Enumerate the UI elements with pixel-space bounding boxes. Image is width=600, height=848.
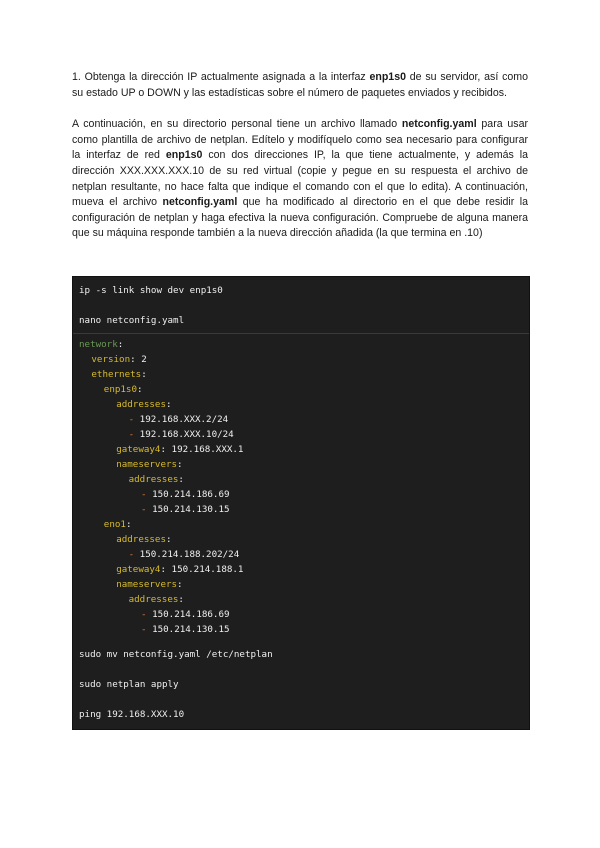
yaml-colon: :	[177, 579, 183, 590]
yaml-value: 150.214.186.69	[152, 609, 230, 620]
yaml-key: gateway4	[116, 564, 161, 575]
command-line: ip -s link show dev enp1s0	[79, 285, 223, 296]
yaml-line	[129, 549, 240, 560]
yaml-colon: :	[125, 519, 132, 530]
yaml-dash: -	[128, 414, 140, 425]
yaml-line	[116, 444, 243, 455]
yaml-key: nameservers	[116, 579, 178, 590]
paragraph-2	[72, 117, 528, 242]
yaml-dash: -	[141, 609, 153, 620]
yaml-key: nameservers	[116, 459, 178, 470]
yaml-colon: :	[178, 474, 184, 485]
bold-term: enp1s0	[165, 149, 203, 162]
yaml-key: eno1	[103, 519, 126, 530]
yaml-colon: :	[165, 534, 172, 545]
yaml-dash: -	[141, 489, 153, 500]
document-body	[72, 60, 528, 242]
yaml-key: addresses	[116, 399, 166, 410]
bold-term: netconfig.yaml	[401, 118, 477, 131]
code-separator	[73, 333, 529, 334]
yaml-line	[129, 429, 234, 440]
text-run: 1. Obtenga la dirección IP actualmente asignada a la interfaz	[72, 71, 370, 83]
yaml-key: ethernets	[91, 369, 142, 380]
text-run: para usar como plantilla de archivo de netplan. Edítelo y modifíquelo como sea necesario para configurar la interfaz de red	[72, 118, 529, 162]
yaml-value: 192.168.XXX.10/24	[139, 429, 234, 440]
text-run: que ha modificado al directorio en el que debe residir la configuración de netplan y haga efectiva la nueva configuración. Compruebe de alguna manera que su máquina responde también a la nueva dirección añadida (la que termina en .10)	[72, 196, 528, 240]
yaml-key: enp1s0	[103, 384, 137, 395]
yaml-key: gateway4	[116, 444, 161, 455]
yaml-dash: -	[128, 549, 140, 560]
yaml-colon: :	[165, 399, 172, 410]
command-line: nano netconfig.yaml	[79, 315, 185, 326]
yaml-colon: :	[141, 369, 147, 380]
paragraph-1	[72, 70, 528, 101]
bold-term: enp1s0	[369, 71, 406, 83]
yaml-colon: :	[160, 564, 166, 575]
yaml-colon: :	[137, 384, 143, 395]
yaml-line	[104, 384, 143, 395]
yaml-line	[116, 399, 171, 410]
yaml-key: network	[79, 339, 118, 350]
yaml-dash: -	[141, 624, 153, 635]
yaml-line	[116, 534, 171, 545]
text-run: A continuación, en su directorio personal tiene un archivo llamado	[72, 118, 402, 131]
code-block	[72, 276, 530, 730]
yaml-value: 192.168.XXX.2/24	[139, 414, 229, 425]
yaml-key: addresses	[128, 474, 179, 485]
command-line: sudo netplan apply	[79, 679, 179, 690]
yaml-colon: :	[160, 444, 166, 455]
yaml-line	[141, 609, 230, 620]
yaml-key: addresses	[128, 594, 179, 605]
yaml-key: addresses	[116, 534, 166, 545]
yaml-line	[129, 414, 229, 425]
yaml-line	[104, 519, 132, 530]
bold-term: netconfig.yaml	[162, 196, 238, 209]
yaml-line	[141, 624, 230, 635]
text-run: con dos direcciones IP, la que tiene actualmente, y además la dirección XXX.XXX.XXX.10 de su red virtual (copie y pegue en su respuesta el archivo de netplan resultante, no hace falta que indique el comando con el que lo edita). A continuación, mueva el archivo	[72, 149, 528, 209]
text-run: de su servidor, así como su estado UP o DOWN y las estadísticas sobre el número de paquetes enviados y recibidos.	[72, 71, 528, 99]
yaml-line	[91, 354, 146, 365]
yaml-value: 150.214.188.1	[166, 564, 244, 575]
yaml-line	[116, 459, 182, 470]
yaml-colon: :	[177, 459, 183, 470]
yaml-line	[141, 504, 230, 515]
yaml-value: 150.214.130.15	[152, 624, 230, 635]
yaml-value: 150.214.186.69	[152, 489, 230, 500]
yaml-line	[116, 564, 243, 575]
yaml-value: 150.214.188.202/24	[139, 549, 240, 560]
yaml-line	[116, 579, 182, 590]
yaml-line	[129, 474, 184, 485]
yaml-dash: -	[128, 429, 140, 440]
yaml-dash: -	[141, 504, 153, 515]
yaml-line	[79, 339, 123, 350]
yaml-value: 150.214.130.15	[152, 504, 230, 515]
command-line: sudo mv netconfig.yaml /etc/netplan	[79, 649, 273, 660]
yaml-line	[91, 369, 146, 380]
yaml-colon: :	[178, 594, 184, 605]
yaml-colon: :	[117, 339, 124, 350]
yaml-line	[129, 594, 184, 605]
yaml-value: 2	[135, 354, 147, 365]
yaml-key: version	[91, 354, 131, 365]
yaml-colon: :	[130, 354, 136, 365]
yaml-line	[141, 489, 230, 500]
command-line: ping 192.168.XXX.10	[79, 709, 185, 720]
yaml-value: 192.168.XXX.1	[166, 444, 244, 455]
